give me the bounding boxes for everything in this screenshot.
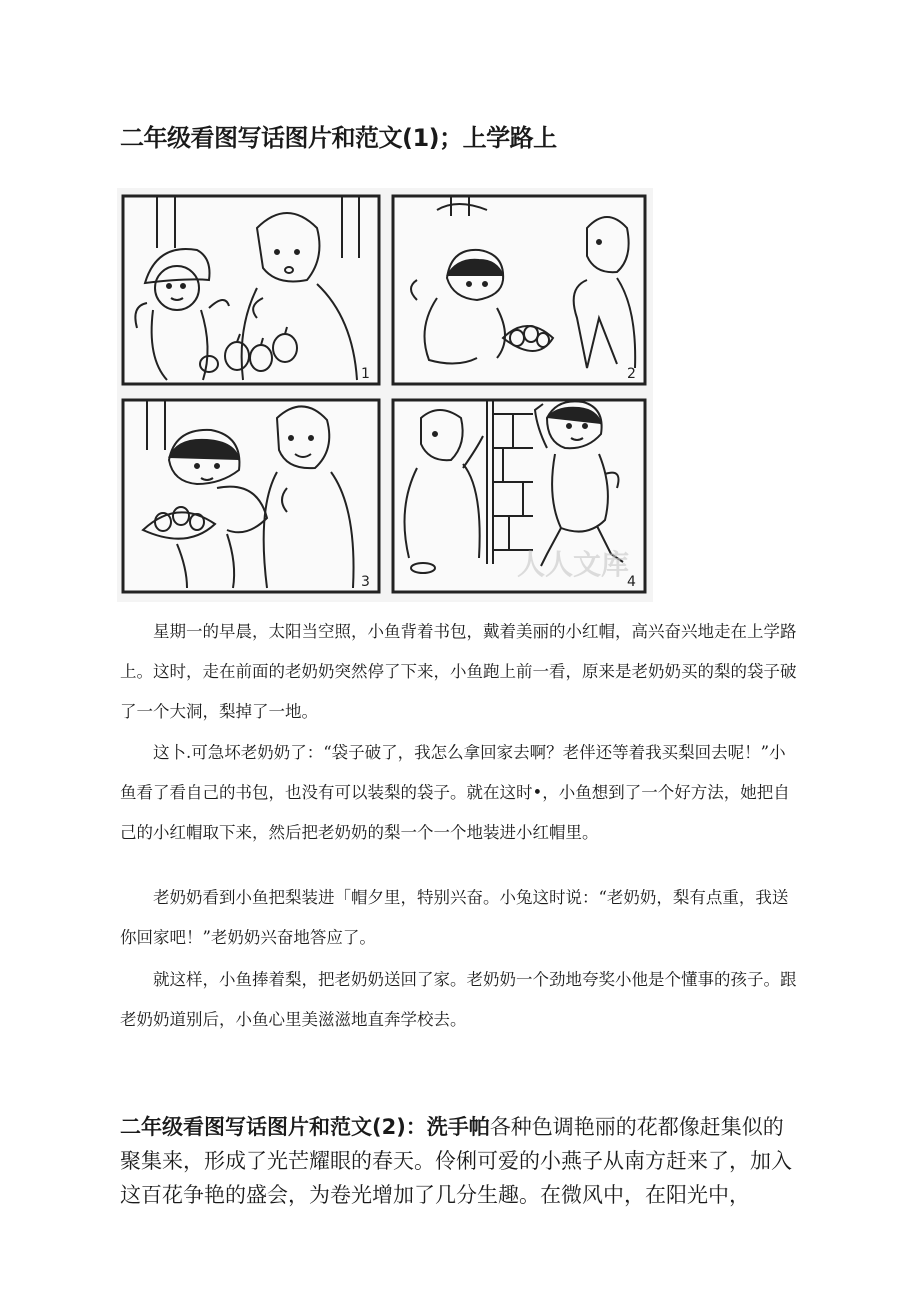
section-1-title: 二年级看图写话图片和范文(1)；上学路上 bbox=[120, 124, 557, 152]
panel-number-4: 4 bbox=[627, 574, 636, 590]
story-paragraph-4: 就这样，小鱼捧着梨，把老奶奶送回了家。老奶奶一个劲地夸奖小他是个懂事的孩子。跟老奶奶道别后，小鱼心里美滋滋地直奔学校去。 bbox=[120, 970, 797, 1029]
comic-panel-3 bbox=[123, 400, 379, 592]
comic-panel-2 bbox=[393, 196, 645, 384]
comic-panel-1 bbox=[123, 196, 379, 384]
section-2 bbox=[120, 1110, 804, 1212]
section-2-title: 二年级看图写话图片和范文(2)：洗手帕 bbox=[120, 1115, 490, 1139]
section-2-text: 各种色调艳丽的花都像赶集似的聚集来，形成了光芒耀眼的春天。伶俐可爱的小燕子从南方赶来了，加入这百花争艳的盛会，为卷光增加了几分生趣。在微风中，在阳光中， bbox=[120, 1115, 792, 1207]
comic-strip-illustration bbox=[117, 188, 653, 602]
story-paragraph-2: 这卜.可急坏老奶奶了：“袋子破了，我怎么拿回家去啊？老伴还等着我买梨回去呢！”小鱼看了看自己的书包，也没有可以装梨的袋子。就在这时•，小鱼想到了一个好方法，她把自己的小红帽取下来，然后把老奶奶的梨一个一个地装进小红帽里。 bbox=[120, 743, 790, 842]
story-paragraph-3: 老奶奶看到小鱼把梨装进「帽夕里，特别兴奋。小兔这时说：“老奶奶，梨有点重，我送你回家吧！”老奶奶兴奋地答应了。 bbox=[120, 888, 789, 947]
story-paragraph-1: 星期一的早晨，太阳当空照，小鱼背着书包，戴着美丽的小红帽，高兴奋兴地走在上学路上。这时，走在前面的老奶奶突然停了下来，小鱼跑上前一看，原来是老奶奶买的梨的袋子破了一个大洞，梨掉了一地。 bbox=[120, 622, 797, 721]
panel-number-1: 1 bbox=[361, 366, 370, 382]
watermark: 人人文库 bbox=[517, 548, 630, 581]
panel-number-2: 2 bbox=[627, 366, 636, 382]
panel-number-3: 3 bbox=[361, 574, 370, 590]
